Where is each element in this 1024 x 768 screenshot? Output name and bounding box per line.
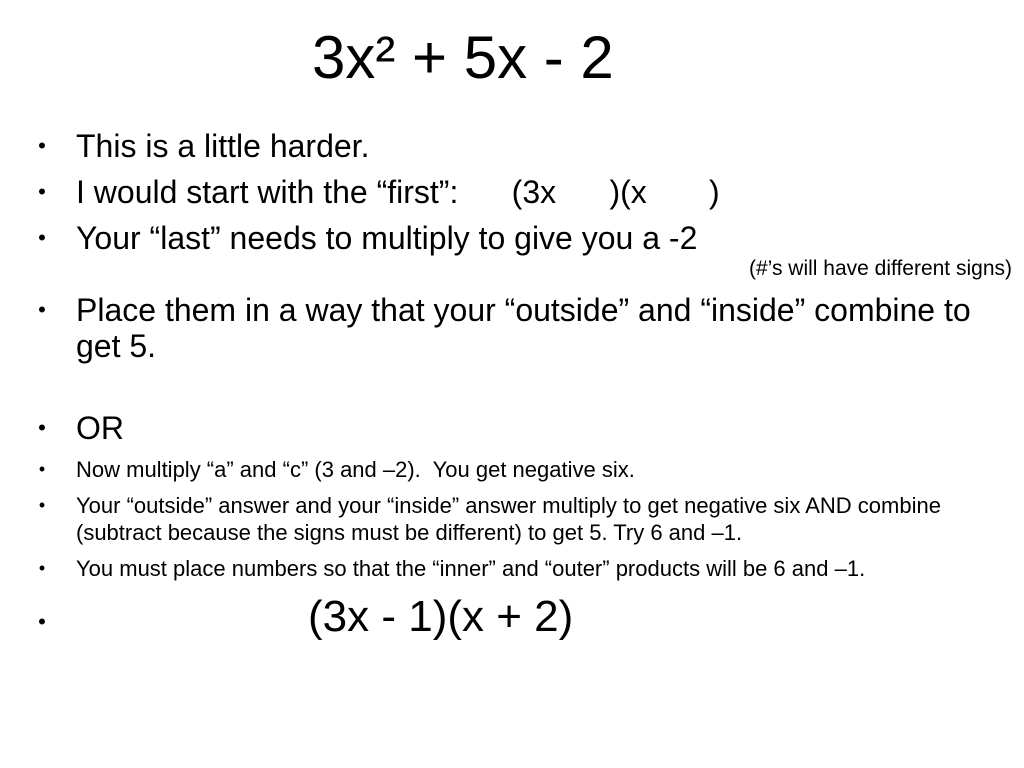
bullet-marker: • xyxy=(38,133,46,158)
bullet-marker: • xyxy=(38,297,46,322)
bullet-item xyxy=(30,292,1020,364)
bullet-item xyxy=(30,410,1020,446)
slide-title: 3x² + 5x - 2 xyxy=(312,24,614,91)
bullet-item xyxy=(30,492,1020,546)
bullet-marker: • xyxy=(38,225,46,250)
bullet-text: This is a little harder. xyxy=(76,128,370,164)
spacer xyxy=(30,374,1020,410)
bullet-text: I would start with the “first”: (3x )(x ) xyxy=(76,174,720,210)
bullet-item xyxy=(30,128,1020,164)
bullet-marker: • xyxy=(38,609,46,634)
bullet-item xyxy=(30,220,1020,256)
bullet-item xyxy=(30,555,1020,582)
bullet-text: Now multiply “a” and “c” (3 and –2). You get negative six. xyxy=(76,457,635,482)
bullet-text: Your “outside” answer and your “inside” answer multiply to get negative six AND combine (subtract because the signs must be different) to get 5. Try 6 and –1. xyxy=(76,493,941,545)
bullet-marker: • xyxy=(38,415,46,440)
slide-body xyxy=(30,128,1020,647)
bullet-marker: • xyxy=(38,179,46,204)
bullet-item xyxy=(30,456,1020,483)
bullet-marker: • xyxy=(38,495,46,515)
bullet-text: Your “last” needs to multiply to give you a -2 xyxy=(76,220,698,256)
bullet-marker: • xyxy=(38,558,46,578)
bullet-item xyxy=(30,174,1020,210)
factored-answer: (3x - 1)(x + 2) xyxy=(308,592,574,641)
bullet-marker: • xyxy=(38,459,46,479)
sign-note: (#’s will have different signs) xyxy=(748,257,1012,280)
answer-row xyxy=(30,591,1020,647)
bullet-text: OR xyxy=(76,410,124,446)
bullet-text: Place them in a way that your “outside” and “inside” combine to get 5. xyxy=(76,292,971,364)
bullet-text: You must place numbers so that the “inner” and “outer” products will be 6 and –1. xyxy=(76,556,866,581)
